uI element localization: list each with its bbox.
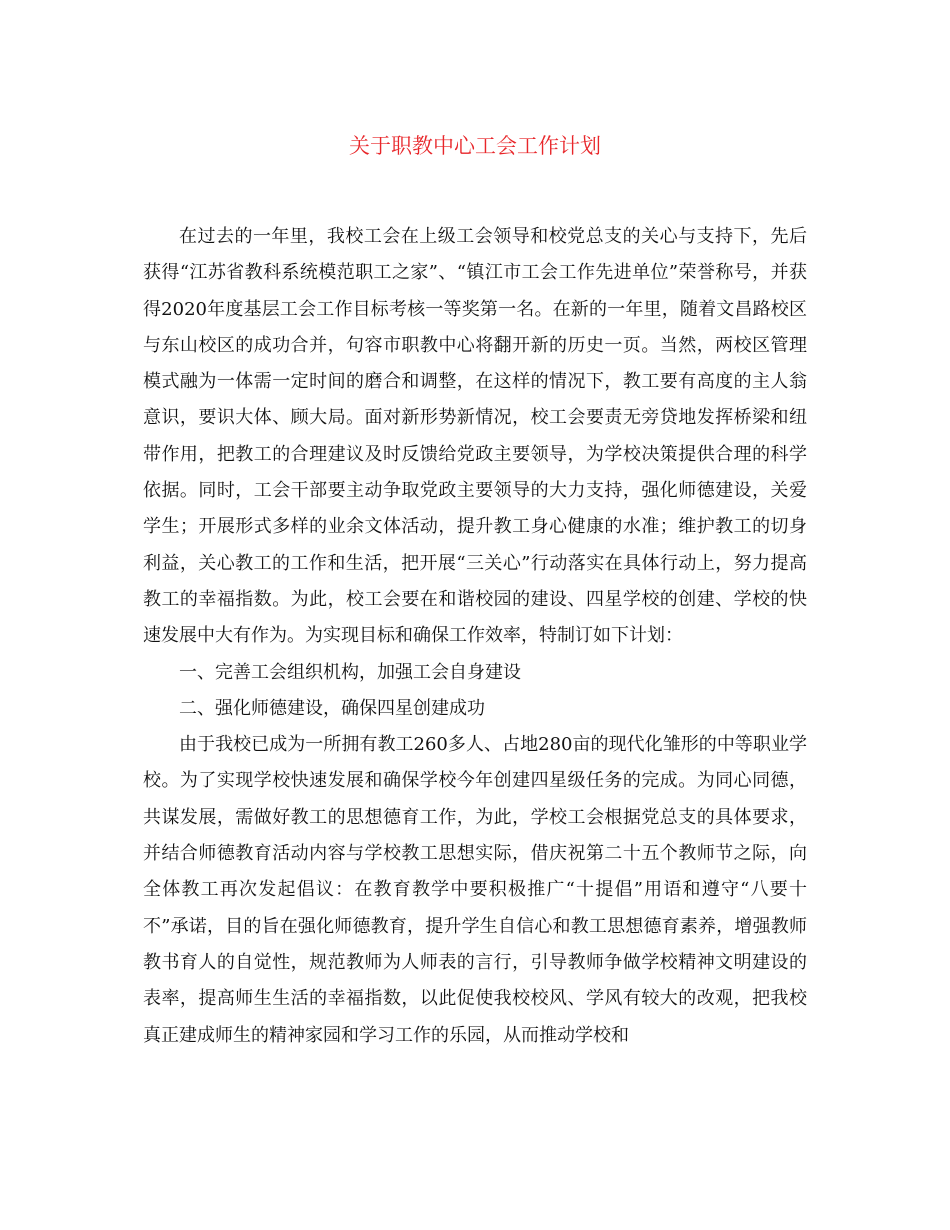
paragraph-ethics: 由于我校已成为一所拥有教工260多人、占地280亩的现代化雏形的中等职业学校。为了实现学校快速发展和确保学校今年创建四星级任务的完成。为同心同德，共谋发展，需做好教工的思想德育工作，为此，学校工会根据党总支的具体要求，并结合师德教育活动内容与学校教工思想实际，借庆祝第二十五个教师节之际，向全体教工再次发起倡议：在教育教学中要积极推广“十提倡”用语和遵守“八要十不”承诺，目的旨在强化师德教育，提升学生自信心和教工思想德育素养，增强教师教书育人的自觉性，规范教师为人师表的言行，引导教师争做学校精神文明建设的表率，提高师生生活的幸福指数，以此促使我校校风、学风有较大的改观，把我校真正建成师生的精神家园和学习工作的乐园，从而推动学校和 <box>143 734 807 1046</box>
paragraph-intro: 在过去的一年里，我校工会在上级工会领导和校党总支的关心与支持下，先后获得“江苏省教科系统模范职工之家”、“镇江市工会工作先进单位”荣誉称号，并获得2020年度基层工会工作目标考核一等奖第一名。在新的一年里，随着文昌路校区与东山校区的成功合并，句容市职教中心将翻开新的历史一页。当然，两校区管理模式融为一体需一定时间的磨合和调整，在这样的情况下，教工要有高度的主人翁意识，要识大体、顾大局。面对新形势新情况，校工会要责无旁贷地发挥桥梁和纽带作用，把教工的合理建议及时反馈给党政主要领导，为学校决策提供合理的科学依据。同时，工会干部要主动争取党政主要领导的大力支持，强化师德建设，关爱学生；开展形式多样的业余文体活动，提升教工身心健康的水准；维护教工的切身利益，关心教工的工作和生活，把开展“三关心”行动落实在具体行动上，努力提高教工的幸福指数。为此，校工会要在和谐校园的建设、四星学校的创建、学校的快速发展中大有作为。为实现目标和确保工作效率，特制订如下计划： <box>143 226 807 647</box>
document-body <box>143 219 807 1054</box>
paragraph-heading-one: 一、完善工会组织机构，加强工会自身建设 <box>179 661 521 683</box>
document-title: 关于职教中心工会工作计划 <box>349 134 601 158</box>
paragraph-heading-two: 二、强化师德建设，确保四星创建成功 <box>179 697 485 719</box>
